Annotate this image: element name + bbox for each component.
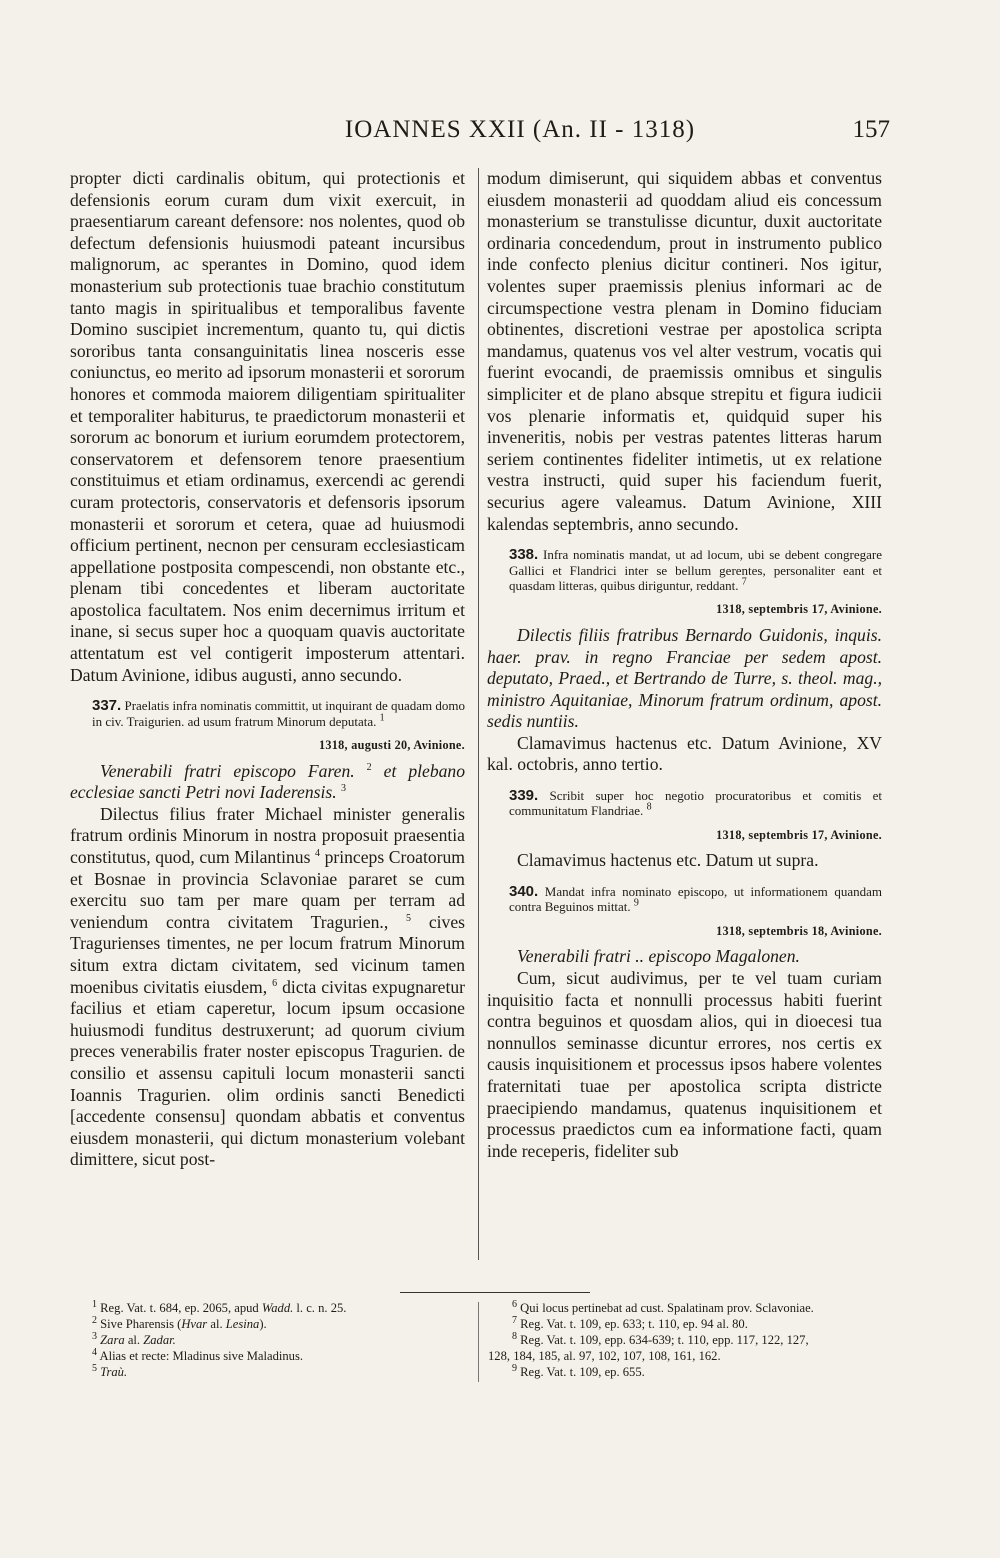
footnote-rule [400, 1292, 590, 1293]
footnote-number: 9 [512, 1362, 517, 1374]
regest-number: 339. [509, 787, 539, 805]
footnote-number: 2 [92, 1314, 97, 1326]
letter-address: Dilectis filiis fratribus Bernardo Guidonis, inquis. haer. prav. in regno Franciae per sedem apost. deputato, Praed., et Bertrando de Turre, s. theol. mag., ministro Aquitaniae, Minorum fratrum ordinum, apost. sedis nuntiis. [487, 624, 882, 732]
regest-text: Infra nominatis mandat, ut ad locum, ubi se debent congregare Gallici et Flandrici inter se bellum gerentes, personaliter eant et quasdam litteras, quibus diriguntur, reddant. [509, 547, 882, 593]
regest-338 [487, 547, 882, 593]
footnote-text: Hvar [181, 1317, 208, 1331]
footnote-7 [512, 1316, 892, 1332]
footnote-5 [92, 1364, 462, 1380]
footnote-3 [92, 1332, 462, 1348]
footnote-6 [512, 1300, 892, 1316]
left-column [70, 168, 465, 1171]
footnote-text: Lesina [225, 1317, 260, 1331]
footnote-ref: 7 [741, 576, 747, 588]
regest-text: Praelatis infra nominatis committit, ut inquirant de quadam domo in civ. Traigurien. ad usum fratrum Minorum deputata. [92, 698, 466, 729]
footnote-8-continued: 128, 184, 185, al. 97, 102, 107, 108, 161, 162. [488, 1349, 721, 1363]
body-text: Dilectus filius frater Michael minister generalis fratrum ordinis Minorum in nostra proposuit praesentia constitutus, quod, cum Milantinus [70, 803, 465, 868]
footnote-text: al. [210, 1317, 223, 1331]
page-header [70, 112, 890, 148]
address-text: Venerabili fratri episcopo Faren. [100, 760, 355, 781]
footnotes-left [92, 1300, 462, 1380]
right-paragraph: modum dimiserunt, qui siquidem abbas et conventus eiusdem monasterii ad quoddam aliud eis concessum monasterium se transtulisse dicuntur, duxit auctoritate ordinaria concedendum, prout in instrumento publico inde confecto plenius dicitur contineri. Nos igitur, volentes super praemissis plenius informari ac de circumspectione vestra plenam in Domino fiduciam obtinentes, discretioni vestrae per apostolica scripta mandamus, quatenus vos vel alter vestrum, vocatis qui fuerint evocandi, de praemissis omnibus et singulis simpliciter et de plano absque strepitu et figura iudicii vos plenarie informatis et, quidquid super his inveneritis, nobis per vestras patentes litteras harum seriem continentes fideliter intimetis, ut ex relatione vestra instructi, quid super his faciendum fuerit, securius agere valeamus. Datum Avinione, XIII kalendas septembris, anno secundo. [487, 168, 882, 534]
footnote-ref: 8 [646, 802, 652, 814]
footnote-text: Reg. Vat. t. 109, ep. 633; t. 110, ep. 94 al. 80. [520, 1317, 748, 1331]
body-text: cives Tragurienses timentes, ne per locum fratrum Minorum situm extra dictam civitatem, sed vicinum tamen moenibus civitatis eiusdem, [70, 911, 466, 997]
footnote-8 [512, 1332, 892, 1348]
footnote-text: al. [127, 1333, 141, 1347]
regest-text: Mandat infra nominato episcopo, ut informationem quandam contra Beguinos mittat. [509, 884, 883, 915]
regest-number: 340. [509, 883, 539, 901]
letter-date: 1318, septembris 17, Avinione. [716, 602, 882, 617]
footnotes-right [488, 1298, 892, 1380]
body-text: princeps Croatorum et Bosnae in provincia Sclavoniae pararet se cum exercitu suo tam per mare quam per terram ad veniendum contra civitatem Tragurien., [70, 847, 465, 932]
footnote-ref: 6 [272, 977, 278, 989]
footnote-text: ). [259, 1317, 267, 1331]
footnote-ref: 9 [633, 898, 639, 910]
footnote-1 [92, 1300, 462, 1316]
regest-number: 337. [92, 697, 122, 715]
letter-body: Clamavimus hactenus etc. Datum Avinione, XV kal. octobris, anno tertio. [487, 732, 882, 775]
footnote-text: Sive Pharensis ( [100, 1317, 182, 1331]
footnote-number: 6 [512, 1298, 517, 1310]
footnote-text: l. c. n. 25. [296, 1301, 347, 1315]
letter-date: 1318, augusti 20, Avinione. [318, 738, 465, 753]
footnote-text: Qui locus pertinebat ad cust. Spalatinam prov. Sclavoniae. [520, 1301, 814, 1315]
letter-body: Clamavimus hactenus etc. Datum ut supra. [517, 850, 819, 871]
footnote-ref: 4 [315, 848, 321, 860]
footnote-text: Zara [100, 1333, 125, 1347]
letter-date: 1318, septembris 18, Avinione. [716, 923, 882, 938]
regest-340 [487, 884, 882, 915]
footnote-divider [478, 1302, 479, 1382]
letter-address [70, 761, 465, 804]
column-divider [478, 168, 479, 1260]
footnote-text: Reg. Vat. t. 684, ep. 2065, apud [100, 1301, 259, 1315]
body-text: dicta civitas expugnaretur facilius et etiam caperetur, locum ipsum occasione huiusmodi funditus destruxerunt; ad quorum civium preces venerabilis frater noster episcopus Tragurien. de consilio et assensu capituli locum monasterii sancti Ioannis Tragurien. olim ordinis sancti Benedicti [accedente consensu] quondam abbatis et conventus eiusdem monasterii, qui dictum monasterium volebant dimittere, sicut post- [70, 976, 465, 1170]
regest-337 [70, 698, 465, 729]
regest-339 [487, 788, 882, 819]
footnote-number: 8 [512, 1330, 517, 1342]
letter-body: Cum, sicut audivimus, per te vel tuam curiam inquisitio facta et nonnulli processus habiti fuerint contra beguinos et quosdam alios, qui in dioecesi tua nonnullos seminasse dicuntur errores, nos certis ex causis inquisitionem et processus ipsos habere volentes fraternitati tuae per apostolica scripta districte praecipiendo mandamus, quatenus inquisitionem et processus praedictos cum ea informatione facti, quam inde receperis, fideliter sub [487, 968, 882, 1161]
footnote-text: Wadd. [261, 1301, 294, 1315]
page-number: 157 [852, 116, 890, 143]
footnote-ref: 5 [406, 912, 412, 924]
regest-text: Scribit super hoc negotio procuratoribus et comitis et communitatum Flandriae. [509, 788, 883, 819]
footnote-ref: 3 [341, 783, 347, 795]
footnote-ref: 1 [379, 712, 385, 724]
footnote-ref: 2 [366, 761, 372, 773]
footnote-number: 1 [92, 1298, 97, 1310]
footnote-text: Traù. [100, 1365, 128, 1379]
footnote-number: 4 [92, 1346, 97, 1358]
footnote-text: Zadar. [143, 1333, 176, 1347]
footnote-number: 7 [512, 1314, 517, 1326]
footnote-9 [512, 1364, 892, 1380]
running-head: IOANNES XXII (An. II - 1318) [344, 116, 696, 143]
footnote-text: Alias et recte: Mladinus sive Maladinus. [99, 1349, 304, 1363]
letter-date: 1318, septembris 17, Avinione. [716, 827, 882, 842]
left-paragraph: propter dicti cardinalis obitum, qui protectionis et defensionis eorum curam dum vixit exercuit, in praesentiarum careant defensore: nos nolentes, quod ob defectum defensionis huiusmodi pateant incursibus malignorum, ac sperantes in Domino, quod idem monasterium sub protectionis tuae brachio constitutum tanto magis in spiritualibus et temporalibus favente Domino suscipiet incrementum, quanto tu, qui dictis sororibus tanta consanguinitatis linea nosceris esse coniunctus, eo merito ad ipsorum monasterii et sororum honores et commoda maiorem diligentiam spiritualiter et temporaliter habiturus, te praedictorum monasterii et sororum ac bonorum et iurium eorumdem protectorem, conservatorem et defensorem tenore praesentium constituimus et etiam ordinamus, exercendi ac gerendi curam protectoris, conservatoris et defensoris ipsorum monasterii et sororum et cetera, quae ad huiusmodi officium pertinent, necnon per censuram ecclesiasticam appellatione postposita compescendi, non obstante etc., plenam tibi concedentes et liberam auctoritate apostolica facultatem. Nos enim decernimus irritum et inane, si secus super hoc a quoquam quavis auctoritate attentatum est vel contigerit imposterum attentari. Datum Avinione, idibus augusti, anno secundo. [70, 168, 465, 685]
footnote-number: 3 [92, 1330, 97, 1342]
footnote-text: Reg. Vat. t. 109, ep. 655. [520, 1365, 645, 1379]
footnote-2 [92, 1316, 462, 1332]
letter-body [70, 804, 465, 1171]
regest-number: 338. [509, 546, 539, 564]
footnote-number: 5 [92, 1362, 97, 1374]
right-column [487, 168, 882, 1162]
letter-address: Venerabili fratri .. episcopo Magalonen. [517, 946, 800, 967]
footnote-text: Reg. Vat. t. 109, epp. 634-639; t. 110, epp. 117, 122, 127, [520, 1333, 809, 1347]
footnote-4 [92, 1348, 462, 1364]
address-text: et plebano ecclesiae sancti Petri novi Iaderensis. [70, 760, 466, 803]
